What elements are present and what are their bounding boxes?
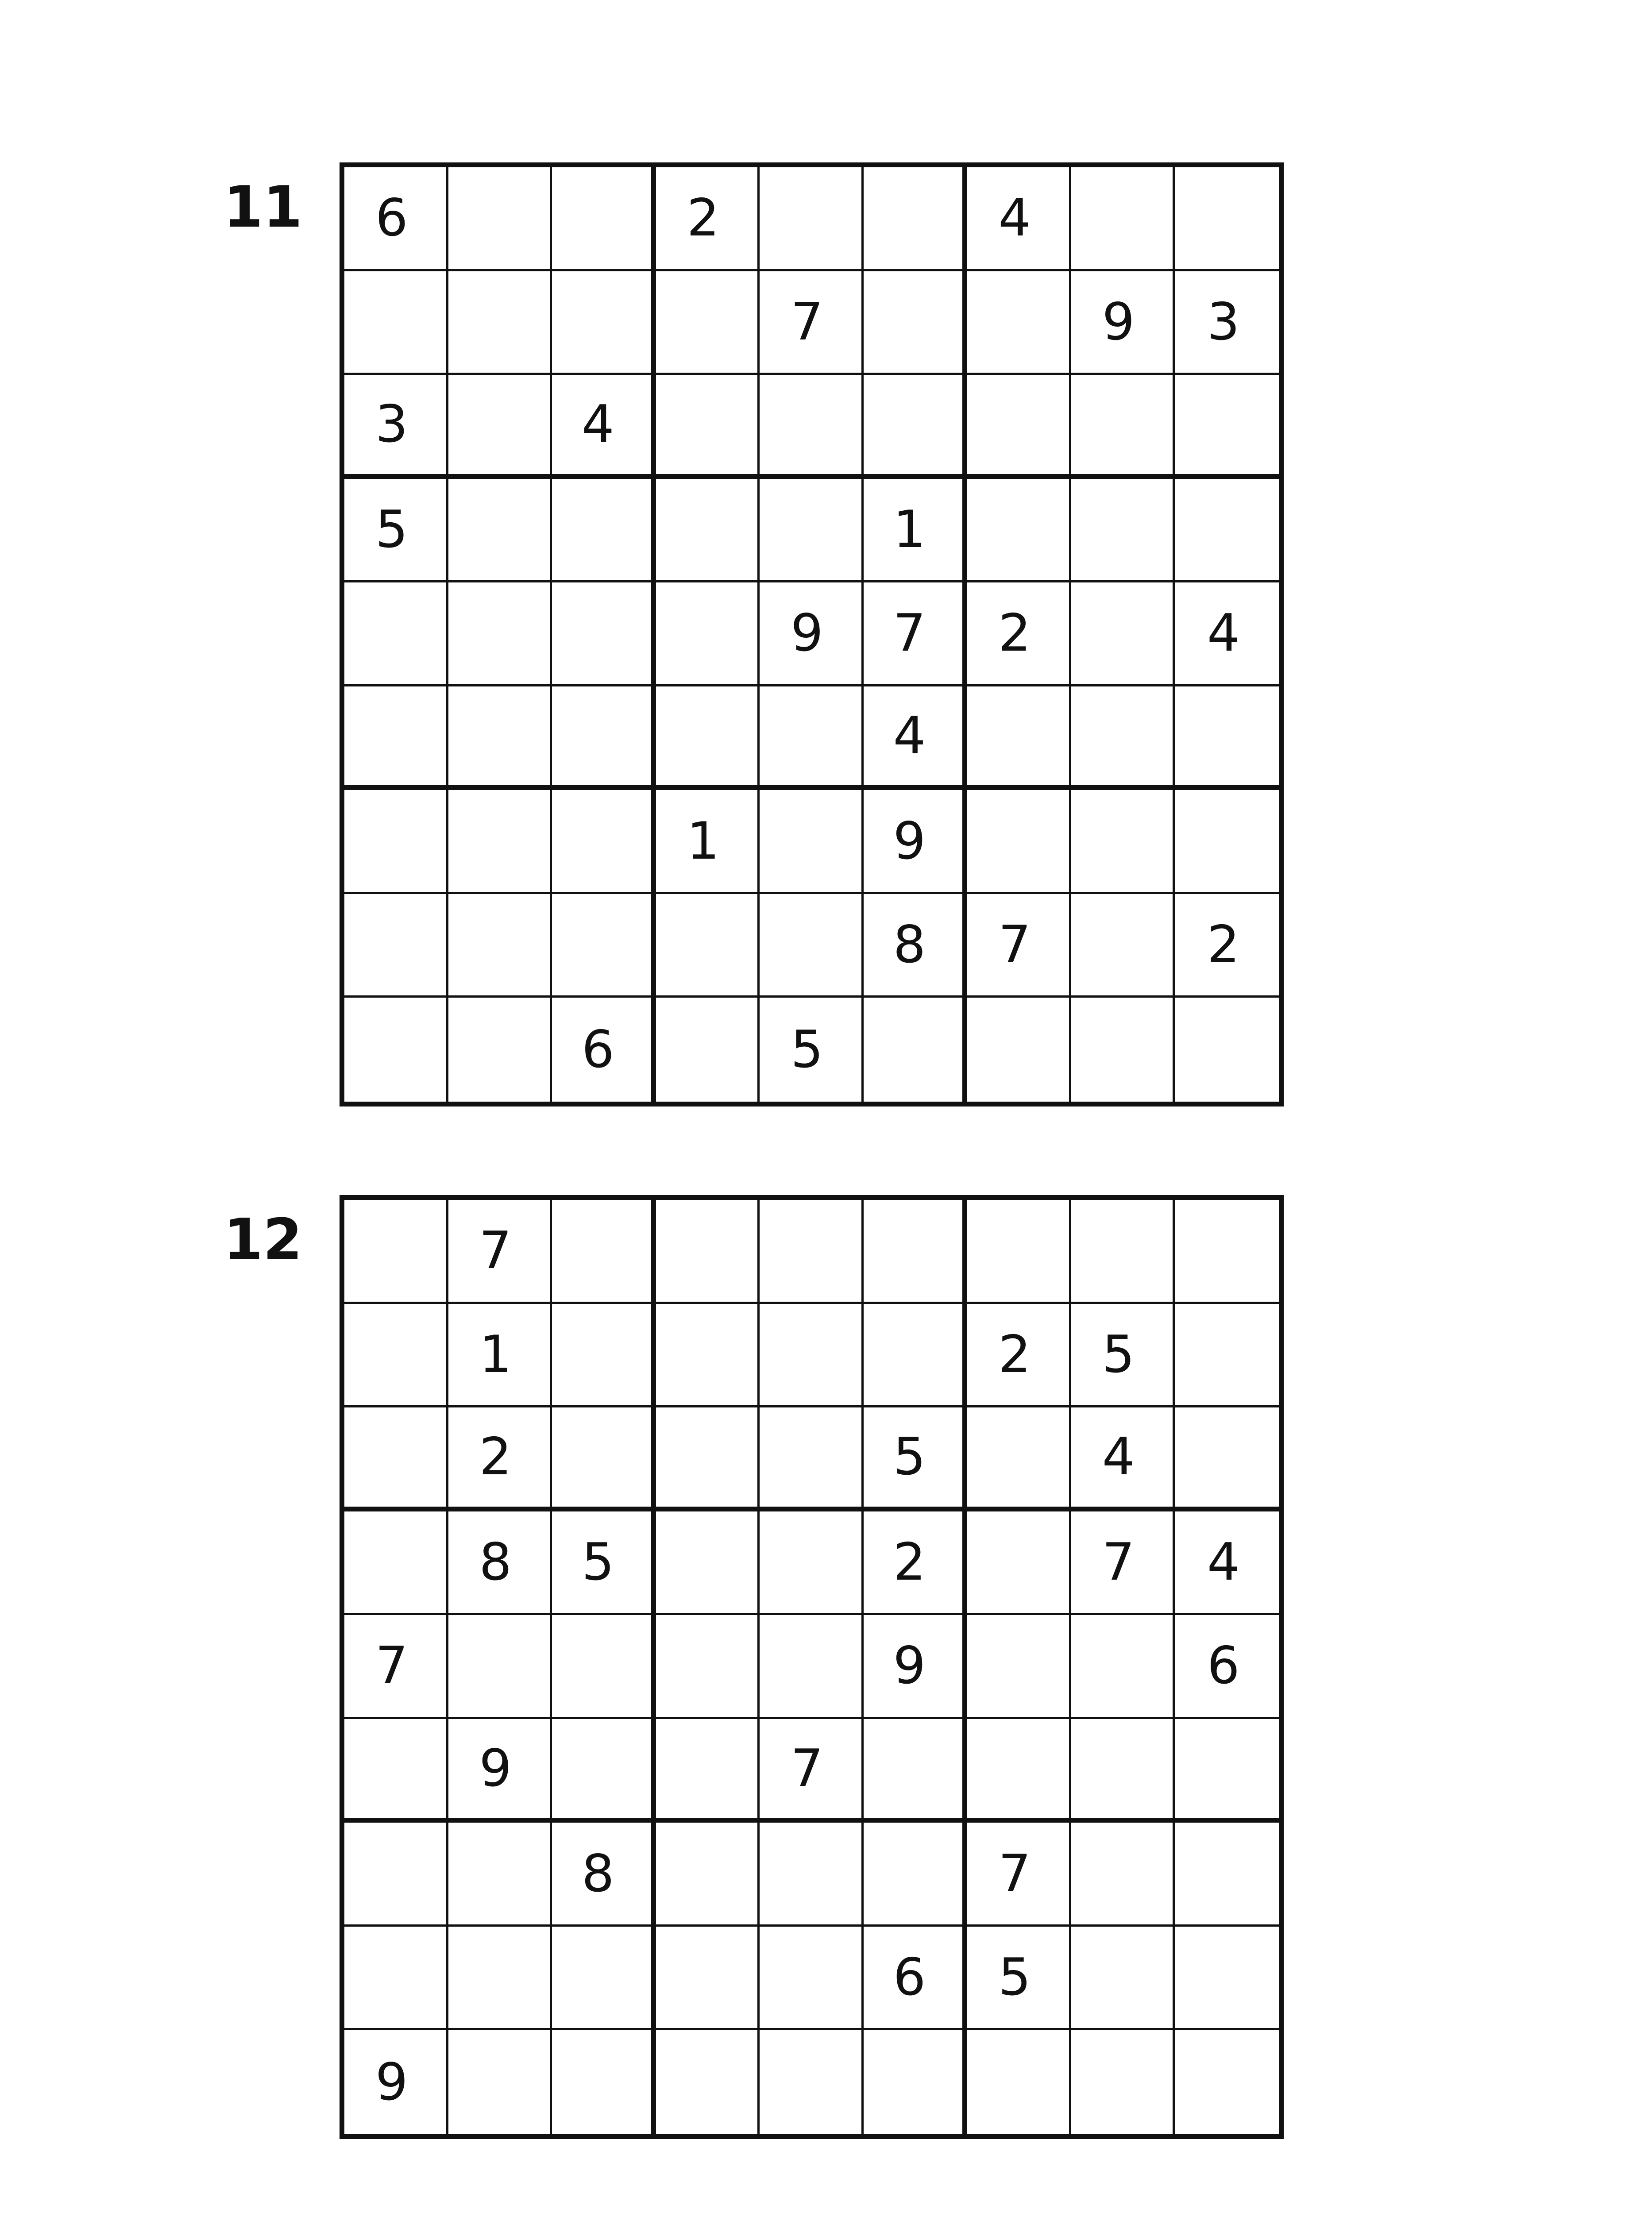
sudoku-cell[interactable] xyxy=(864,1823,968,1927)
sudoku-cell[interactable] xyxy=(1175,375,1279,479)
sudoku-cell[interactable] xyxy=(1071,167,1175,271)
sudoku-cell[interactable]: 7 xyxy=(344,1615,448,1719)
sudoku-cell[interactable]: 5 xyxy=(760,998,864,1102)
sudoku-grid xyxy=(340,1195,1284,2139)
sudoku-cell[interactable]: 1 xyxy=(448,1304,552,1408)
sudoku-cell[interactable] xyxy=(760,1304,864,1408)
sudoku-cell[interactable] xyxy=(448,167,552,271)
sudoku-cell[interactable] xyxy=(864,375,968,479)
sudoku-cell[interactable] xyxy=(1175,1719,1279,1823)
sudoku-cell[interactable] xyxy=(967,375,1071,479)
sudoku-cell[interactable] xyxy=(864,271,968,375)
sudoku-cell[interactable]: 9 xyxy=(1071,271,1175,375)
sudoku-cell[interactable] xyxy=(760,686,864,790)
sudoku-cell[interactable] xyxy=(967,1615,1071,1719)
sudoku-cell[interactable] xyxy=(448,375,552,479)
sudoku-cell[interactable] xyxy=(552,894,656,998)
sudoku-cell[interactable]: 7 xyxy=(448,1200,552,1304)
sudoku-cell[interactable]: 1 xyxy=(656,790,760,894)
sudoku-cell[interactable]: 9 xyxy=(344,2030,448,2134)
sudoku-cell[interactable] xyxy=(552,1719,656,1823)
sudoku-cell[interactable] xyxy=(760,790,864,894)
sudoku-cell[interactable] xyxy=(552,1200,656,1304)
sudoku-cell[interactable] xyxy=(656,2030,760,2134)
sudoku-cell[interactable]: 2 xyxy=(864,1511,968,1615)
sudoku-cell[interactable]: 2 xyxy=(967,1304,1071,1408)
sudoku-cell[interactable]: 5 xyxy=(344,479,448,583)
sudoku-cell[interactable]: 5 xyxy=(1071,1304,1175,1408)
sudoku-cell[interactable] xyxy=(448,894,552,998)
sudoku-cell[interactable] xyxy=(552,167,656,271)
sudoku-cell[interactable]: 1 xyxy=(864,479,968,583)
sudoku-cell[interactable]: 7 xyxy=(1071,1511,1175,1615)
sudoku-cell[interactable] xyxy=(1175,998,1279,1102)
sudoku-cell[interactable] xyxy=(656,1200,760,1304)
sudoku-cell[interactable] xyxy=(344,1200,448,1304)
sudoku-cell[interactable] xyxy=(967,790,1071,894)
sudoku-cell[interactable] xyxy=(1071,582,1175,686)
sudoku-cell[interactable] xyxy=(656,271,760,375)
sudoku-cell[interactable] xyxy=(1175,1823,1279,1927)
sudoku-cell[interactable]: 5 xyxy=(967,1927,1071,2031)
puzzle-number: 11 xyxy=(224,174,303,240)
sudoku-cell[interactable]: 8 xyxy=(864,894,968,998)
sudoku-cell[interactable]: 4 xyxy=(552,375,656,479)
sudoku-cell[interactable]: 6 xyxy=(344,167,448,271)
sudoku-cell[interactable]: 6 xyxy=(552,998,656,1102)
sudoku-cell[interactable] xyxy=(1071,1927,1175,2031)
sudoku-cell[interactable] xyxy=(1175,479,1279,583)
sudoku-cell[interactable] xyxy=(760,1407,864,1511)
sudoku-cell[interactable] xyxy=(448,479,552,583)
sudoku-cell[interactable] xyxy=(864,167,968,271)
sudoku-grid xyxy=(340,162,1284,1106)
sudoku-cell[interactable]: 4 xyxy=(1175,1511,1279,1615)
sudoku-cell[interactable] xyxy=(1175,1304,1279,1408)
sudoku-cell[interactable] xyxy=(864,2030,968,2134)
sudoku-cell[interactable] xyxy=(656,1511,760,1615)
sudoku-cell[interactable]: 9 xyxy=(448,1719,552,1823)
sudoku-cell[interactable] xyxy=(552,1407,656,1511)
sudoku-cell[interactable]: 7 xyxy=(864,582,968,686)
sudoku-cell[interactable] xyxy=(967,1200,1071,1304)
sudoku-cell[interactable]: 2 xyxy=(656,167,760,271)
sudoku-cell[interactable]: 6 xyxy=(1175,1615,1279,1719)
sudoku-cell[interactable] xyxy=(760,1615,864,1719)
sudoku-cell[interactable] xyxy=(760,1200,864,1304)
sudoku-cell[interactable] xyxy=(448,2030,552,2134)
sudoku-cell[interactable] xyxy=(656,1304,760,1408)
sudoku-cell[interactable] xyxy=(656,686,760,790)
puzzle-number: 12 xyxy=(224,1207,303,1273)
sudoku-cell[interactable]: 2 xyxy=(967,582,1071,686)
sudoku-cell[interactable] xyxy=(552,582,656,686)
sudoku-cell[interactable] xyxy=(552,1615,656,1719)
sudoku-cell[interactable] xyxy=(1175,1927,1279,2031)
sudoku-cell[interactable] xyxy=(760,167,864,271)
sudoku-cell[interactable] xyxy=(1175,790,1279,894)
sudoku-cell[interactable] xyxy=(1071,998,1175,1102)
sudoku-cell[interactable] xyxy=(1175,2030,1279,2134)
sudoku-cell[interactable] xyxy=(1175,1200,1279,1304)
sudoku-cell[interactable] xyxy=(1175,1407,1279,1511)
sudoku-cell[interactable] xyxy=(967,479,1071,583)
sudoku-cell[interactable] xyxy=(552,790,656,894)
sudoku-cell[interactable] xyxy=(344,1927,448,2031)
sudoku-cell[interactable]: 4 xyxy=(967,167,1071,271)
sudoku-cell[interactable]: 4 xyxy=(1175,582,1279,686)
sudoku-cell[interactable] xyxy=(656,894,760,998)
sudoku-cell[interactable] xyxy=(967,1511,1071,1615)
sudoku-cell[interactable] xyxy=(760,1511,864,1615)
sudoku-cell[interactable] xyxy=(864,1304,968,1408)
sudoku-cell[interactable] xyxy=(344,790,448,894)
sudoku-cell[interactable]: 5 xyxy=(864,1407,968,1511)
sudoku-cell[interactable] xyxy=(760,479,864,583)
sudoku-cell[interactable] xyxy=(967,998,1071,1102)
sudoku-cell[interactable] xyxy=(344,1407,448,1511)
sudoku-cell[interactable] xyxy=(1175,686,1279,790)
sudoku-cell[interactable]: 6 xyxy=(864,1927,968,2031)
sudoku-cell[interactable] xyxy=(1071,1615,1175,1719)
sudoku-cell[interactable]: 3 xyxy=(1175,271,1279,375)
sudoku-cell[interactable] xyxy=(656,1407,760,1511)
sudoku-cell[interactable]: 7 xyxy=(760,271,864,375)
sudoku-cell[interactable] xyxy=(344,1719,448,1823)
sudoku-cell[interactable] xyxy=(656,582,760,686)
sudoku-cell[interactable]: 9 xyxy=(864,790,968,894)
sudoku-cell[interactable] xyxy=(448,582,552,686)
sudoku-cell[interactable]: 8 xyxy=(448,1511,552,1615)
sudoku-cell[interactable] xyxy=(448,1927,552,2031)
sudoku-cell[interactable] xyxy=(344,1304,448,1408)
sudoku-cell[interactable] xyxy=(864,1200,968,1304)
sudoku-cell[interactable] xyxy=(656,1823,760,1927)
sudoku-cell[interactable] xyxy=(552,271,656,375)
sudoku-cell[interactable] xyxy=(656,998,760,1102)
sudoku-cell[interactable] xyxy=(552,686,656,790)
sudoku-cell[interactable]: 7 xyxy=(967,1823,1071,1927)
sudoku-cell[interactable] xyxy=(760,894,864,998)
sudoku-cell[interactable] xyxy=(448,790,552,894)
sudoku-cell[interactable] xyxy=(967,271,1071,375)
sudoku-cell[interactable] xyxy=(760,1927,864,2031)
sudoku-cell[interactable] xyxy=(656,1927,760,2031)
sudoku-cell[interactable] xyxy=(448,271,552,375)
sudoku-cell[interactable] xyxy=(656,375,760,479)
sudoku-cell[interactable] xyxy=(967,686,1071,790)
sudoku-cell[interactable] xyxy=(1071,1200,1175,1304)
sudoku-cell[interactable] xyxy=(552,1927,656,2031)
sudoku-cell[interactable] xyxy=(656,1615,760,1719)
sudoku-cell[interactable] xyxy=(967,2030,1071,2134)
sudoku-cell[interactable] xyxy=(448,1615,552,1719)
sudoku-cell[interactable]: 8 xyxy=(552,1823,656,1927)
sudoku-cell[interactable] xyxy=(344,1823,448,1927)
sudoku-cell[interactable]: 4 xyxy=(1071,1407,1175,1511)
sudoku-cell[interactable] xyxy=(1071,894,1175,998)
sudoku-cell[interactable]: 2 xyxy=(1175,894,1279,998)
sudoku-cell[interactable] xyxy=(344,582,448,686)
sudoku-cell[interactable] xyxy=(760,375,864,479)
sudoku-cell[interactable] xyxy=(1071,686,1175,790)
sudoku-cell[interactable] xyxy=(344,894,448,998)
sudoku-cell[interactable] xyxy=(656,1719,760,1823)
sudoku-cell[interactable]: 3 xyxy=(344,375,448,479)
sudoku-cell[interactable] xyxy=(344,686,448,790)
sudoku-cell[interactable] xyxy=(1071,375,1175,479)
sudoku-cell[interactable] xyxy=(552,1304,656,1408)
sudoku-cell[interactable]: 9 xyxy=(864,1615,968,1719)
sudoku-cell[interactable] xyxy=(1175,167,1279,271)
sudoku-cell[interactable]: 7 xyxy=(967,894,1071,998)
sudoku-cell[interactable] xyxy=(448,998,552,1102)
sudoku-cell[interactable]: 9 xyxy=(760,582,864,686)
sudoku-cell[interactable] xyxy=(344,1511,448,1615)
sudoku-cell[interactable] xyxy=(864,998,968,1102)
sudoku-cell[interactable] xyxy=(656,479,760,583)
sudoku-cell[interactable] xyxy=(1071,479,1175,583)
sudoku-cell[interactable] xyxy=(1071,2030,1175,2134)
sudoku-cell[interactable] xyxy=(760,1823,864,1927)
sudoku-cell[interactable] xyxy=(760,2030,864,2134)
sudoku-cell[interactable] xyxy=(864,1719,968,1823)
sudoku-cell[interactable] xyxy=(967,1407,1071,1511)
sudoku-cell[interactable]: 7 xyxy=(760,1719,864,1823)
sudoku-cell[interactable] xyxy=(448,686,552,790)
sudoku-cell[interactable] xyxy=(344,998,448,1102)
sudoku-cell[interactable] xyxy=(1071,1823,1175,1927)
sudoku-cell[interactable] xyxy=(344,271,448,375)
sudoku-cell[interactable] xyxy=(1071,1719,1175,1823)
sudoku-cell[interactable]: 4 xyxy=(864,686,968,790)
sudoku-cell[interactable] xyxy=(448,1823,552,1927)
sudoku-cell[interactable] xyxy=(967,1719,1071,1823)
sudoku-cell[interactable]: 2 xyxy=(448,1407,552,1511)
sudoku-cell[interactable] xyxy=(552,479,656,583)
sudoku-cell[interactable]: 5 xyxy=(552,1511,656,1615)
sudoku-cell[interactable] xyxy=(1071,790,1175,894)
sudoku-cell[interactable] xyxy=(552,2030,656,2134)
